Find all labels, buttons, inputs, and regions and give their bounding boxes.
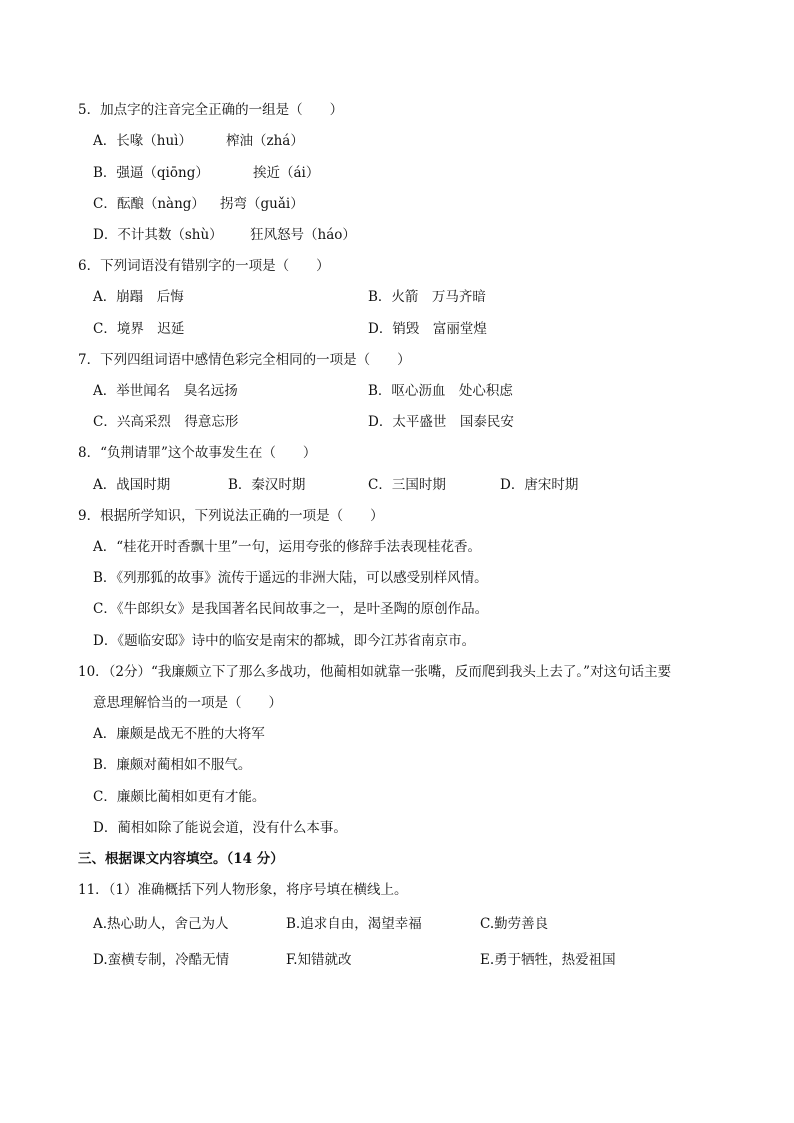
section-3-title: 三、根据课文内容填空。（14 分） (78, 851, 284, 867)
q6-option-d: D．销毁 富丽堂煌 (368, 321, 487, 337)
q9-option-a: A．“桂花开时香飘十里”一句，运用夸张的修辞手法表现桂花香。 (93, 539, 482, 555)
q7-option-b: B．呕心沥血 处心积虑 (368, 383, 513, 399)
q5-option-a-2: 榨油（zhá） (226, 133, 304, 149)
q10-stem-line-2: 意思理解恰当的一项是（ ） (93, 695, 282, 711)
q11-option-a: A.热心助人，舍己为人 (93, 916, 229, 932)
q11-option-b: B.追求自由，渴望幸福 (286, 916, 422, 932)
q8-option-c: C．三国时期 (368, 477, 446, 493)
q5-option-d-2: 狂风怒号（háo） (250, 227, 356, 243)
q5-stem: 5．加点字的注音完全正确的一组是（ ） (78, 102, 344, 118)
q5-option-c-2: 拐弯（guǎi） (220, 196, 304, 212)
q5-option-b-1: B．强逼（qiōng） (93, 165, 209, 181)
q6-stem: 6．下列词语没有错别字的一项是（ ） (78, 258, 330, 274)
q9-option-c: C．《牛郎织女》是我国著名民间故事之一，是叶圣陶的原创作品。 (93, 601, 489, 617)
q5-option-c-1: C．酝酿（nàng） (93, 196, 205, 212)
q5-option-b-2: 挨近（ái） (253, 165, 320, 181)
q10-option-a: A．廉颇是战无不胜的大将军 (93, 726, 265, 742)
q8-option-a: A．战国时期 (93, 477, 171, 493)
q10-option-c: C．廉颇比蔺相如更有才能。 (93, 789, 266, 805)
q6-option-a: A．崩蹋 后悔 (93, 289, 184, 305)
q10-stem-line-1: 10．（2分）“我廉颇立下了那么多战功，他蔺相如就靠一张嘴，反而爬到我头上去了。”对这句话主要 (78, 664, 672, 680)
q6-option-c: C．境界 迟延 (93, 321, 185, 337)
q7-option-a: A．举世闻名 臭名远扬 (93, 383, 238, 399)
q6-option-b: B．火箭 万马齐暗 (368, 289, 486, 305)
q8-option-b: B．秦汉时期 (228, 477, 306, 493)
q11-stem: 11．（1）准确概括下列人物形象，将序号填在横线上。 (78, 882, 408, 898)
q7-option-d: D．太平盛世 国泰民安 (368, 414, 514, 430)
q10-option-d: D．蔺相如除了能说会道，没有什么本事。 (93, 820, 347, 836)
q5-option-d-1: D．不计其数（shù） (93, 227, 223, 243)
q5-option-a-1: A．长喙（huì） (93, 133, 192, 149)
q9-stem: 9．根据所学知识，下列说法正确的一项是（ ） (78, 508, 384, 524)
q11-option-c: C.勤劳善良 (480, 916, 549, 932)
q10-option-b: B．廉颇对蔺相如不服气。 (93, 757, 252, 773)
q7-stem: 7．下列四组词语中感情色彩完全相同的一项是（ ） (78, 352, 411, 368)
q8-stem: 8．“负荆请罪”这个故事发生在（ ） (78, 445, 317, 461)
q11-option-f: F.知错就改 (286, 952, 352, 968)
q9-option-b: B．《列那狐的故事》流传于遥远的非洲大陆，可以感受别样风情。 (93, 570, 488, 586)
q11-option-d: D.蛮横专制，冷酷无情 (93, 952, 230, 968)
q7-option-c: C．兴高采烈 得意忘形 (93, 414, 239, 430)
q11-option-e: E.勇于牺牲，热爱祖国 (480, 952, 616, 968)
q8-option-d: D．唐宋时期 (500, 477, 579, 493)
q9-option-d: D．《题临安邸》诗中的临安是南宋的都城，即今江苏省南京市。 (93, 633, 476, 649)
